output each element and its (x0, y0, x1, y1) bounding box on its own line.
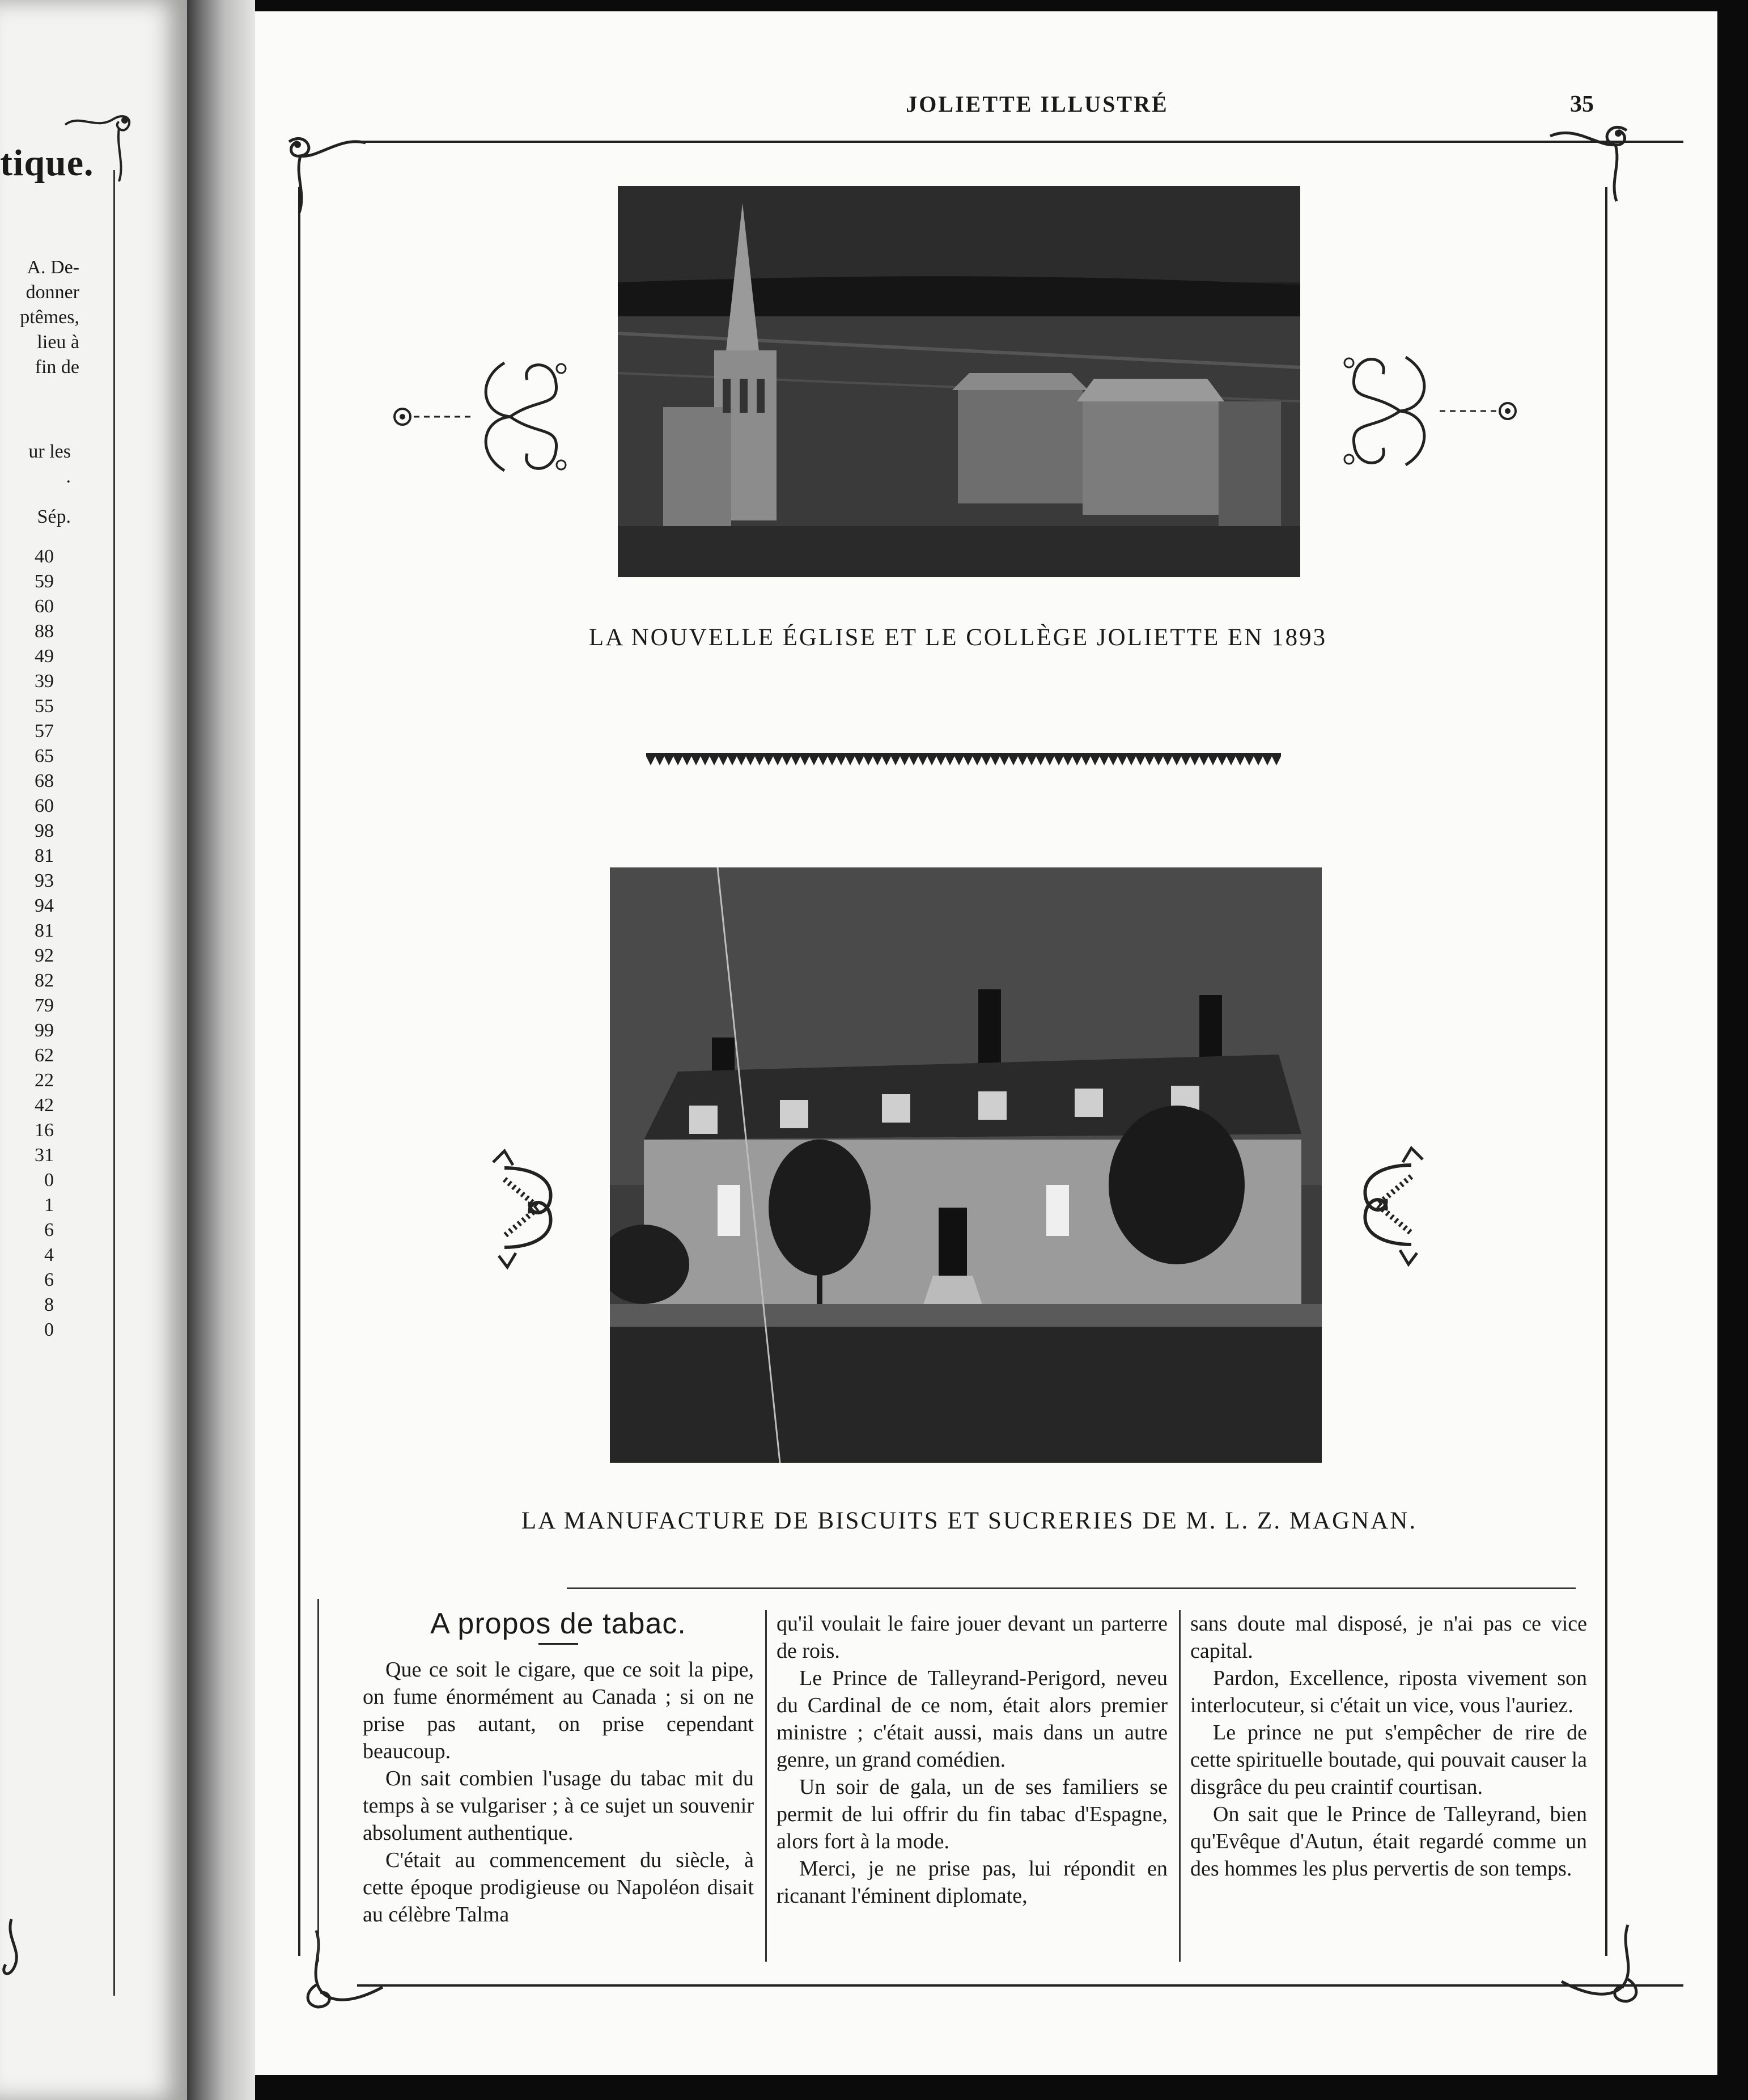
left-number: 81 (35, 845, 54, 866)
left-number: 31 (35, 1145, 54, 1166)
ornament-right-2 (1349, 1142, 1434, 1267)
left-number: 60 (35, 795, 54, 816)
book-gutter (187, 0, 255, 2100)
left-number: 98 (35, 820, 54, 841)
photo-church-and-college (618, 186, 1300, 577)
frame-top-rule (357, 141, 1683, 143)
left-number: 22 (35, 1070, 54, 1091)
paragraph: Que ce soit le cigare, que ce soit la pipe, on fume énormément au Canada ; si on ne prise pas autant, on prise cependant beaucoup. (363, 1658, 754, 1763)
paragraph: Un soir de gala, un de ses familiers se permit de lui offrir du fin tabac d'Espagne, alors fort à la mode. (777, 1775, 1168, 1853)
left-number: 65 (35, 746, 54, 767)
left-text-line: donner (26, 282, 79, 303)
left-number: 0 (44, 1319, 54, 1340)
left-number: 99 (35, 1020, 54, 1041)
corner-ornament-bottom-left (300, 1928, 385, 2013)
left-number: 42 (35, 1095, 54, 1116)
ornament-right-1 (1326, 346, 1519, 482)
left-number: 55 (35, 696, 54, 717)
left-number: 68 (35, 770, 54, 791)
title-dash (538, 1643, 578, 1645)
photo-biscuit-factory (610, 867, 1322, 1463)
article-left-rule (317, 1599, 319, 1962)
column-rule-1 (765, 1610, 767, 1962)
left-page-text (20, 255, 79, 380)
left-text-line: lieu à (37, 332, 79, 353)
left-number-column (0, 544, 54, 1343)
left-number: 82 (35, 970, 54, 991)
paragraph: sans doute mal disposé, je n'ai pas ce vice capital. (1190, 1612, 1587, 1663)
left-number: 6 (44, 1220, 54, 1240)
ornament-left-2 (482, 1145, 567, 1270)
left-number: 49 (35, 646, 54, 667)
left-number: 57 (35, 721, 54, 742)
paragraph: Le Prince de Talleyrand-Perigord, neveu du Cardinal de ce nom, était alors premier ministre ; c'était aussi, mais dans un autre genre, un grand comédien. (777, 1666, 1168, 1772)
page-edge-shadow (1717, 0, 1748, 2100)
corner-ornament-bottom-right (1559, 1922, 1644, 2007)
page-number: 35 (1570, 91, 1594, 117)
left-number: 6 (44, 1269, 54, 1290)
ornament-left-1 (391, 346, 584, 482)
left-text-line: A. De- (27, 257, 79, 278)
frame-bottom-rule (357, 1984, 1683, 1987)
left-number: 39 (35, 671, 54, 692)
article-title: A propos de tabac. (430, 1607, 686, 1640)
left-number: 92 (35, 945, 54, 966)
left-page-title: tique. (0, 142, 94, 184)
caption-figure-2: LA MANUFACTURE DE BISCUITS ET SUCRERIES DE M. L. Z. MAGNAN. (521, 1508, 1418, 1534)
decorative-divider (646, 753, 1281, 769)
left-number: 16 (35, 1120, 54, 1141)
left-column-header: Sép. (37, 506, 71, 527)
left-bottom-ornament (0, 1916, 34, 1984)
left-text-line: . (66, 466, 71, 487)
paragraph: Merci, je ne prise pas, lui répondit en ricanant l'éminent diplomate, (777, 1857, 1168, 1908)
left-text-line: ur les (28, 441, 71, 462)
left-number: 93 (35, 870, 54, 891)
left-number: 4 (44, 1244, 54, 1265)
paragraph: Le prince ne put s'empêcher de rire de cette spirituelle boutade, qui pouvait causer la disgrâce du peu craintif courtisan. (1190, 1721, 1587, 1799)
caption-figure-1: LA NOUVELLE ÉGLISE ET LE COLLÈGE JOLIETTE EN 1893 (588, 624, 1327, 651)
left-corner-ornament (62, 108, 136, 187)
left-number: 88 (35, 621, 54, 642)
left-number: 0 (44, 1170, 54, 1191)
left-number: 40 (35, 546, 54, 567)
left-number: 1 (44, 1195, 54, 1216)
left-number: 59 (35, 571, 54, 592)
paragraph: On sait que le Prince de Talleyrand, bien qu'Evêque d'Autun, était regardé comme un des hommes les plus pervertis de son temps. (1190, 1802, 1587, 1881)
left-text-line: ptêmes, (20, 307, 79, 328)
page-35 (255, 11, 1717, 2075)
paragraph: On sait combien l'usage du tabac mit du temps à se vulgariser ; à ce sujet un souvenir absolument authentique. (363, 1767, 754, 1845)
left-number: 62 (35, 1045, 54, 1066)
paragraph: C'était au commencement du siècle, à cette époque prodigieuse ou Napoléon disait au célèbre Talma (363, 1848, 754, 1927)
left-number: 60 (35, 596, 54, 617)
article-top-rule (567, 1587, 1576, 1589)
left-number: 8 (44, 1294, 54, 1315)
frame-right-rule (1605, 187, 1607, 1956)
running-head: JOLIETTE ILLUSTRÉ (906, 91, 1169, 117)
paragraph: qu'il voulait le faire jouer devant un parterre de rois. (777, 1612, 1168, 1663)
article-column-3 (1190, 1610, 1587, 1882)
column-rule-2 (1179, 1610, 1181, 1962)
left-frame-rule (113, 170, 115, 1996)
left-page-text-2 (28, 439, 71, 489)
paragraph: Pardon, Excellence, riposta vivement son interlocuteur, si c'était un vice, vous l'auriez. (1190, 1666, 1587, 1717)
left-number: 94 (35, 895, 54, 916)
frame-left-rule (298, 187, 300, 1956)
corner-ornament-top-right (1547, 119, 1632, 204)
left-number: 79 (35, 995, 54, 1016)
left-page-fragment (0, 0, 187, 2100)
article-column-1 (363, 1607, 754, 1928)
left-number: 81 (35, 920, 54, 941)
left-text-line: fin de (35, 357, 79, 378)
corner-ornament-top-left (283, 130, 368, 215)
article-column-2 (777, 1610, 1168, 1910)
